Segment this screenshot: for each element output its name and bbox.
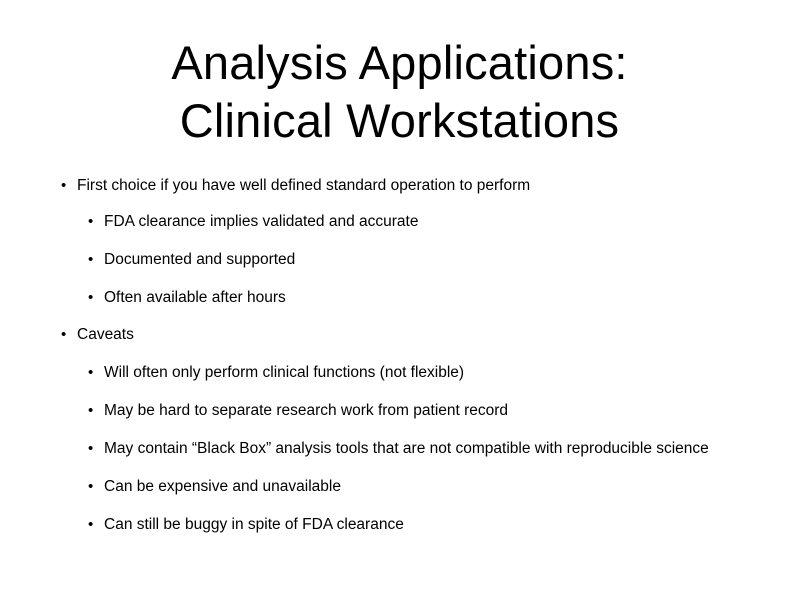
- bullet-item: [88, 363, 465, 383]
- bullet-dot-icon: •: [88, 364, 94, 381]
- bullet-dot-icon: •: [61, 177, 67, 194]
- bullet-text: May contain “Black Box” analysis tools that are not compatible with reproducible science: [104, 440, 709, 457]
- bullet-item: [88, 515, 404, 535]
- bullet-dot-icon: •: [88, 251, 94, 268]
- bullet-text: Can be expensive and unavailable: [104, 478, 341, 495]
- bullet-dot-icon: •: [88, 402, 94, 419]
- bullet-dot-icon: •: [88, 213, 94, 230]
- bullet-dot-icon: •: [88, 516, 94, 533]
- bullet-text: First choice if you have well defined standard operation to perform: [77, 177, 531, 194]
- bullet-item: [88, 288, 286, 308]
- bullet-item: [88, 212, 419, 232]
- bullet-item: [88, 477, 341, 497]
- bullet-item: [88, 401, 509, 421]
- bullet-dot-icon: •: [88, 440, 94, 457]
- bullet-item: [88, 250, 296, 270]
- bullet-text: Documented and supported: [104, 251, 296, 268]
- bullet-text: Can still be buggy in spite of FDA clearance: [104, 516, 404, 533]
- bullet-item: [88, 439, 709, 459]
- title-line-1: Analysis Applications:: [171, 36, 628, 89]
- bullet-text: Caveats: [77, 326, 134, 343]
- bullet-item: [61, 325, 134, 345]
- bullet-dot-icon: •: [88, 478, 94, 495]
- bullet-text: Often available after hours: [104, 289, 286, 306]
- title-line-2: Clinical Workstations: [179, 94, 620, 147]
- bullet-dot-icon: •: [61, 326, 67, 343]
- bullet-text: FDA clearance implies validated and accurate: [104, 213, 419, 230]
- bullet-text: Will often only perform clinical functions (not flexible): [104, 364, 465, 381]
- bullet-dot-icon: •: [88, 289, 94, 306]
- bullet-text: May be hard to separate research work from patient record: [104, 402, 509, 419]
- bullet-item: [61, 176, 531, 196]
